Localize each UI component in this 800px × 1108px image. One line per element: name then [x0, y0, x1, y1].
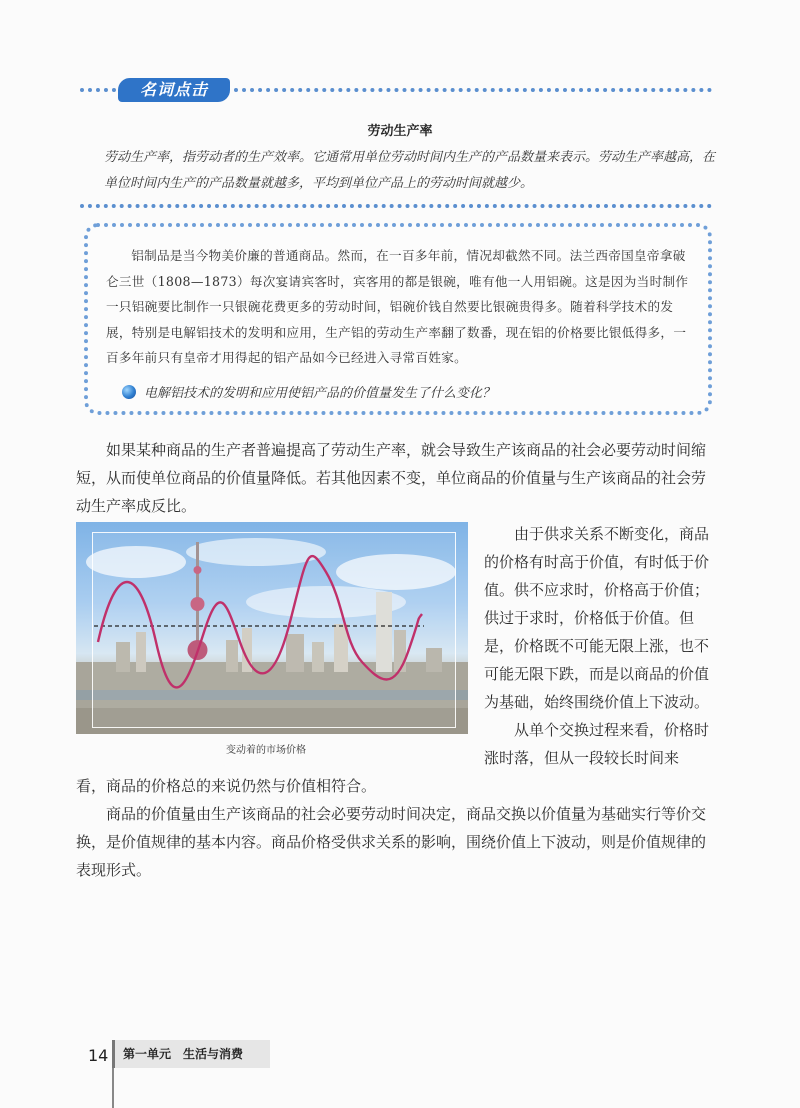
globe-icon: [122, 385, 136, 399]
case-text: 铝制品是当今物美价廉的普通商品。然而，在一百多年前，情况却截然不同。法兰西帝国皇帝拿破仑三世（1808—1873）每次宴请宾客时，宾客用的都是银碗，唯有他一人用铝碗。这是因为当时制作一只铝碗要比制作一只银碗花费更多的劳动时间，铝碗价钱自然要比银碗贵得多。随着科学技术的发展，特别是电解铝技术的发明和应用，生产铝的劳动生产率翻了数番，现在铝的价格要比银低得多，一百多年前只有皇帝才用得起的铝产品如今已经进入寻常百姓家。: [106, 248, 689, 365]
body-paragraph-4: 商品的价值量由生产该商品的社会必要劳动时间决定，商品交换以价值量为基础实行等价交换，是价值规律的基本内容。商品价格受供求关系的影响，围绕价值上下波动，则是价值规律的表现形式。: [76, 805, 707, 879]
figure-caption: 变动着的市场价格: [226, 745, 306, 756]
top-dotted-rule-left: [80, 88, 116, 92]
body-paragraph-3-continued: 看，商品的价格总的来说仍然与价值相符合。: [76, 777, 377, 795]
term-badge: 名词点击: [118, 78, 230, 102]
body-paragraph-3-start: 从单个交换过程来看，价格时涨时落，但从一段较长时间来: [484, 721, 710, 767]
case-question-text: 电解铝技术的发明和应用使铝产品的价值量发生了什么变化？: [144, 386, 496, 401]
price-wave-curve: [98, 556, 422, 687]
term-definition: 劳动生产率，指劳动者的生产效率。它通常用单位劳动时间内生产的产品数量来表示。劳动生产率越高，在单位时间内生产的产品数量就越多，平均到单位产品上的劳动时间就越少。: [104, 150, 716, 191]
case-question: [122, 382, 495, 401]
unit-label: 第一单元 生活与消费: [112, 1040, 270, 1068]
page-number: 14: [88, 1046, 109, 1065]
term-title: 劳动生产率: [367, 124, 433, 139]
body-paragraph-1: 如果某种商品的生产者普遍提高了劳动生产率，就会导致生产该商品的社会必要劳动时间缩短，从而使单位商品的价值量降低。若其他因素不变，单位商品的价值量与生产该商品的社会劳动生产率成反比。: [76, 441, 707, 515]
body-paragraph-2: 由于供求关系不断变化，商品的价格有时高于价值，有时低于价值。供不应求时，价格高于价值；供过于求时，价格低于价值。但是，价格既不可能无限上涨，也不可能无限下跌，而是以商品的价值为基础，始终围绕价值上下波动。: [484, 525, 710, 711]
term-bottom-dotted-rule: [80, 204, 712, 208]
footer-rule: [112, 1068, 114, 1108]
price-wave-overlay: [76, 522, 468, 734]
top-dotted-rule-right: [234, 88, 712, 92]
